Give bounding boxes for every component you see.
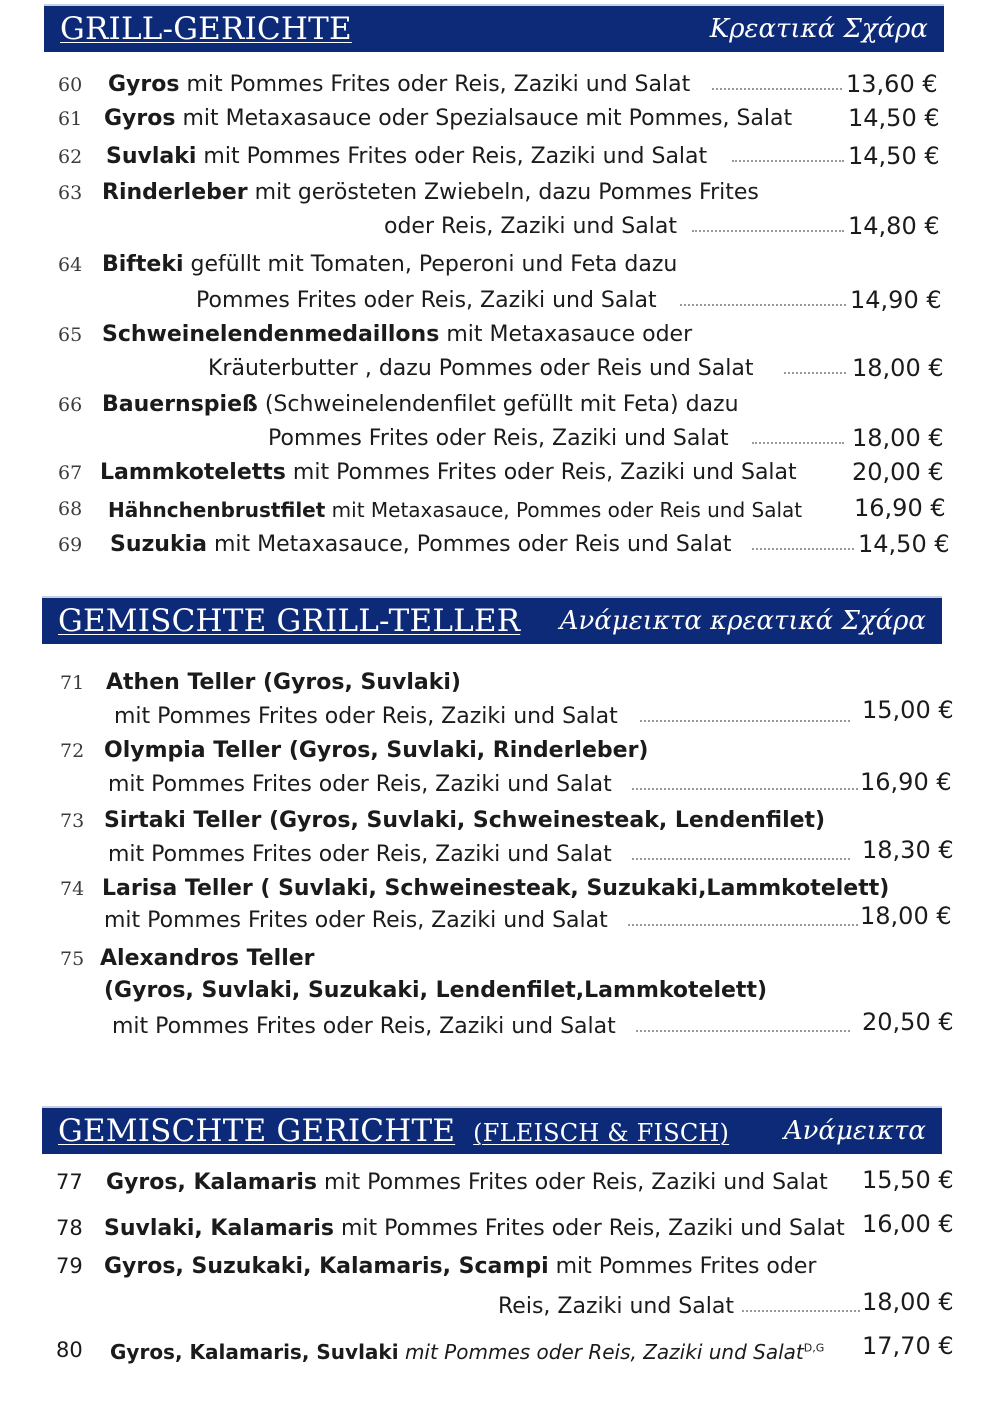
item-description-line3: mit Pommes Frites oder Reis, Zaziki und Salat — [112, 1014, 616, 1039]
item-price: 16,00 € — [862, 1210, 954, 1238]
item-price: 18,30 € — [862, 836, 954, 864]
item-price: 16,90 € — [854, 494, 946, 522]
section-title-greek: Ανάμεικτα — [783, 1116, 926, 1146]
item-number: 75 — [60, 948, 85, 970]
item-number: 67 — [58, 462, 83, 484]
item-number: 65 — [58, 324, 83, 346]
item-description-line2: Pommes Frites oder Reis, Zaziki und Salat — [196, 288, 657, 313]
item-name: Bifteki — [102, 252, 184, 277]
item-name: Lammkoteletts — [100, 460, 286, 485]
item-price: 14,50 € — [848, 104, 940, 132]
section-title: GEMISCHTE GRILL-TELLER — [58, 603, 521, 639]
item-number: 69 — [58, 534, 83, 556]
item-description-line2: mit Pommes Frites oder Reis, Zaziki und Salat — [108, 772, 612, 797]
item-description-line2: mit Pommes Frites oder Reis, Zaziki und Salat — [108, 842, 612, 867]
item-number: 78 — [56, 1216, 83, 1240]
item-name: Larisa Teller ( Suvlaki, Schweinesteak, Suzukaki,Lammkotelett) — [102, 876, 890, 901]
item-name: Suzukia — [110, 532, 207, 557]
item-description: mit Pommes Frites oder Reis, Zaziki und Salat — [186, 72, 691, 97]
item-description: mit Metaxasauce, Pommes oder Reis und Salat — [214, 532, 732, 557]
section-title: GEMISCHTE GERICHTE — [58, 1113, 456, 1149]
item-price: 13,60 € — [846, 70, 938, 98]
item-name: Suvlaki, Kalamaris — [104, 1216, 334, 1241]
leader-dots — [752, 442, 844, 444]
item-description: mit Pommes Frites oder Reis, Zaziki und Salat — [292, 460, 797, 485]
item-description-line2: Kräuterbutter , dazu Pommes oder Reis und Salat — [208, 356, 754, 381]
item-description: mit Pommes Frites oder — [555, 1254, 817, 1279]
item-description-line2: mit Pommes Frites oder Reis, Zaziki und Salat — [104, 908, 608, 933]
item-number: 60 — [58, 74, 83, 96]
leader-dots — [640, 720, 850, 722]
item-number: 73 — [60, 810, 85, 832]
item-description-line2: mit Pommes Frites oder Reis, Zaziki und Salat — [114, 704, 618, 729]
leader-dots — [680, 304, 846, 306]
item-name: Hähnchenbrustfilet — [108, 498, 326, 522]
item-price: 15,00 € — [862, 696, 954, 724]
leader-dots — [632, 858, 850, 860]
item-description: mit Metaxasauce oder Spezialsauce mit Pommes, Salat — [182, 106, 793, 131]
item-description-line2: oder Reis, Zaziki und Salat — [384, 214, 677, 239]
item-name: Gyros — [104, 106, 176, 131]
section-header-gemischte-grill-teller — [42, 596, 942, 644]
item-price: 14,50 € — [858, 530, 950, 558]
section-title: GRILL-GERICHTE — [60, 11, 352, 47]
item-name: Suvlaki — [106, 144, 197, 169]
section-header-gemischte-gerichte — [42, 1106, 942, 1154]
section-title-greek: Ανάμεικτα κρεατικά Σχάρα — [559, 606, 926, 636]
item-description: (Schweinelendenfilet gefüllt mit Feta) dazu — [264, 392, 739, 417]
item-number: 62 — [58, 146, 83, 168]
leader-dots — [632, 788, 858, 790]
item-description: mit Metaxasauce, Pommes oder Reis und Salat — [331, 498, 803, 522]
item-name-line2: (Gyros, Suvlaki, Suzukaki, Lendenfilet,Lammkotelett) — [104, 978, 768, 1003]
section-title-greek: Κρεατικά Σχάρα — [709, 14, 928, 44]
section-header-grill-gerichte — [44, 4, 944, 52]
item-name: Olympia Teller (Gyros, Suvlaki, Rinderleber) — [104, 738, 649, 763]
item-name: Gyros, Kalamaris, Suvlaki — [110, 1340, 399, 1364]
leader-dots — [742, 1310, 860, 1312]
leader-dots — [636, 1030, 850, 1032]
item-number: 64 — [58, 254, 83, 276]
item-price: 18,00 € — [862, 1288, 954, 1316]
section-title-sub: (FLEISCH & FISCH) — [473, 1119, 730, 1147]
item-name: Alexandros Teller — [100, 946, 315, 971]
leader-dots — [712, 88, 842, 90]
item-description: mit gerösteten Zwiebeln, dazu Pommes Frites — [254, 180, 759, 205]
item-number: 68 — [58, 498, 83, 520]
item-description: mit Metaxasauce oder — [446, 322, 693, 347]
item-number: 72 — [60, 740, 85, 762]
item-price: 14,80 € — [848, 212, 940, 240]
item-price: 14,90 € — [850, 286, 942, 314]
item-number: 80 — [56, 1338, 83, 1362]
item-price: 18,00 € — [852, 424, 944, 452]
item-price: 16,90 € — [860, 768, 952, 796]
item-number: 66 — [58, 394, 83, 416]
item-description: mit Pommes oder Reis, Zaziki und Salat — [404, 1340, 804, 1364]
item-name: Schweinelendenmedaillons — [102, 322, 440, 347]
item-number: 61 — [58, 108, 83, 130]
item-price: 20,00 € — [852, 458, 944, 486]
item-name: Gyros, Suzukaki, Kalamaris, Scampi — [104, 1254, 549, 1279]
item-number: 77 — [56, 1170, 83, 1194]
leader-dots — [752, 548, 854, 550]
item-price: 15,50 € — [862, 1166, 954, 1194]
item-price: 18,00 € — [860, 902, 952, 930]
item-name: Gyros, Kalamaris — [106, 1170, 318, 1195]
item-name: Bauernspieß — [102, 392, 258, 417]
leader-dots — [784, 372, 846, 374]
allergen-codes: D,G — [803, 1341, 825, 1355]
item-number: 71 — [60, 672, 85, 694]
item-number: 74 — [60, 878, 85, 900]
item-description: mit Pommes Frites oder Reis, Zaziki und Salat — [340, 1216, 845, 1241]
item-price: 18,00 € — [852, 354, 944, 382]
item-description: mit Pommes Frites oder Reis, Zaziki und Salat — [324, 1170, 828, 1195]
item-price: 14,50 € — [848, 142, 940, 170]
item-description-line2: Pommes Frites oder Reis, Zaziki und Salat — [268, 426, 729, 451]
item-name: Sirtaki Teller (Gyros, Suvlaki, Schweinesteak, Lendenfilet) — [104, 808, 826, 833]
leader-dots — [732, 160, 844, 162]
item-name: Rinderleber — [102, 180, 248, 205]
item-description: gefüllt mit Tomaten, Peperoni und Feta dazu — [190, 252, 678, 277]
item-number: 79 — [56, 1254, 83, 1278]
item-price: 17,70 € — [862, 1332, 954, 1360]
item-number: 63 — [58, 182, 83, 204]
item-description: mit Pommes Frites oder Reis, Zaziki und Salat — [203, 144, 708, 169]
item-description-line2: Reis, Zaziki und Salat — [498, 1294, 734, 1319]
item-price: 20,50 € — [862, 1008, 954, 1036]
leader-dots — [692, 230, 844, 232]
leader-dots — [628, 924, 858, 926]
item-name: Athen Teller (Gyros, Suvlaki) — [106, 670, 461, 695]
item-name: Gyros — [108, 72, 180, 97]
